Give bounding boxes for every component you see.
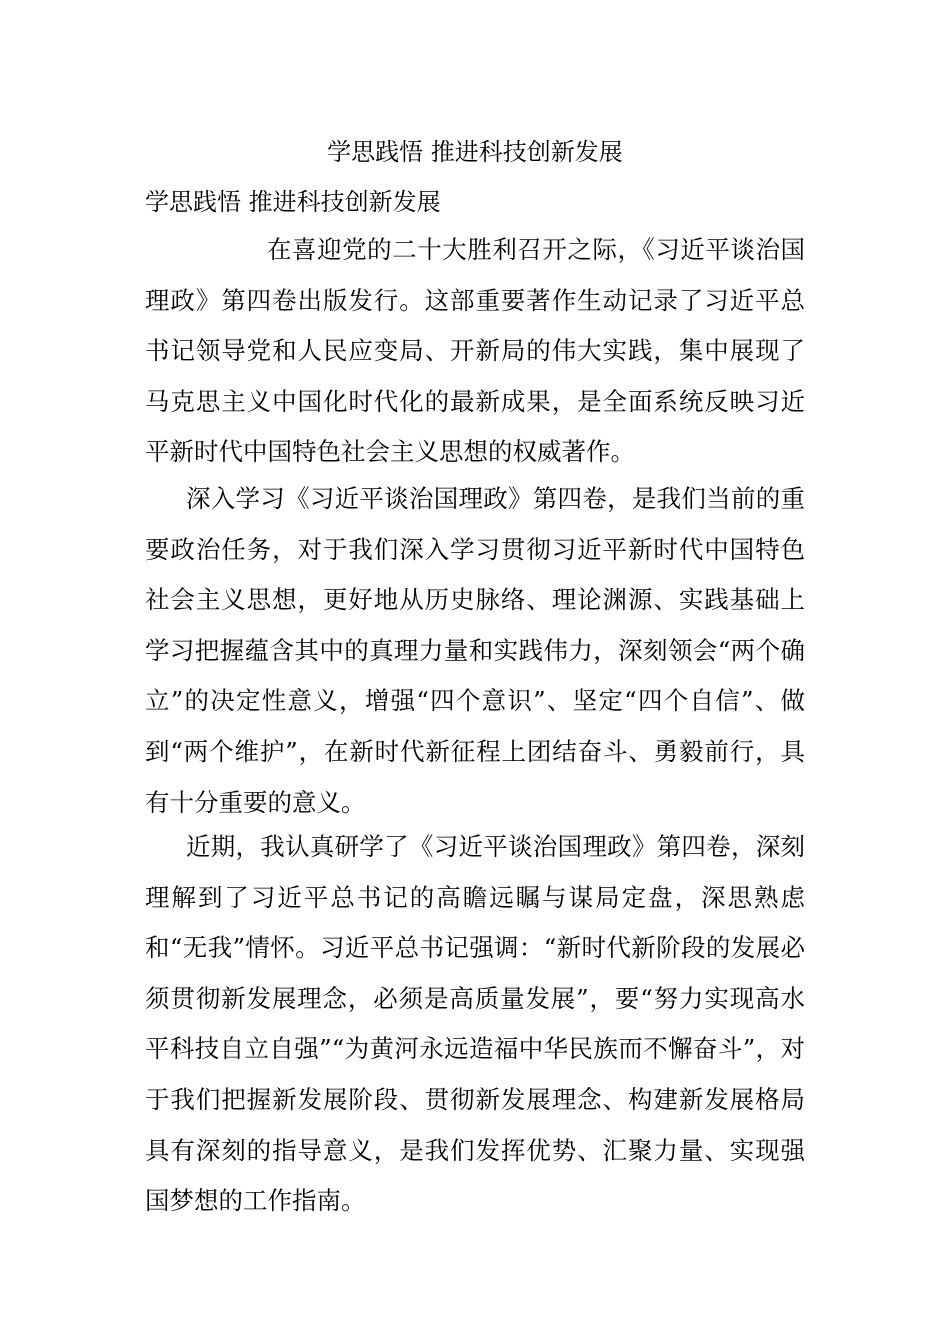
document-title: 学思践悟 推进科技创新发展	[327, 138, 623, 166]
paragraph-study-significance: 深入学习《习近平谈治国理政》第四卷，是我们当前的重要政治任务，对于我们深入学习贯彻习近平新时代中国特色社会主义思想，更好地从历史脉络、理论渊源、实践基础上学习把握蕴含其中的真理力量和实践伟力，深刻领会“两个确立”的决定性意义，增强“四个意识”、坚定“四个自信”、做到“两个维护”，在新时代新征程上团结奋斗、勇毅前行，具有十分重要的意义。	[145, 484, 805, 817]
document-subtitle: 学思践悟 推进科技创新发展	[145, 188, 441, 216]
paragraph-intro: 在喜迎党的二十大胜利召开之际，《习近平谈治国理政》第四卷出版发行。这部重要著作生动记录了习近平总书记领导党和人民应变局、开新局的伟大实践，集中展现了马克思主义中国化时代化的最新成果，是全面系统反映习近平新时代中国特色社会主义思想的权威著作。	[145, 235, 805, 467]
paragraph-personal-reflection: 近期，我认真研学了《习近平谈治国理政》第四卷，深刻理解到了习近平总书记的高瞻远瞩与谋局定盘，深思熟虑和“无我”情怀。习近平总书记强调：“新时代新阶段的发展必须贯彻新发展理念，必须是高质量发展”，要“努力实现高水平科技自立自强”“为黄河永远造福中华民族而不懈奋斗”，对于我们把握新发展阶段、贯彻新发展理念、构建新发展格局具有深刻的指导意义，是我们发挥优势、汇聚力量、实现强国梦想的工作指南。	[145, 832, 805, 1216]
